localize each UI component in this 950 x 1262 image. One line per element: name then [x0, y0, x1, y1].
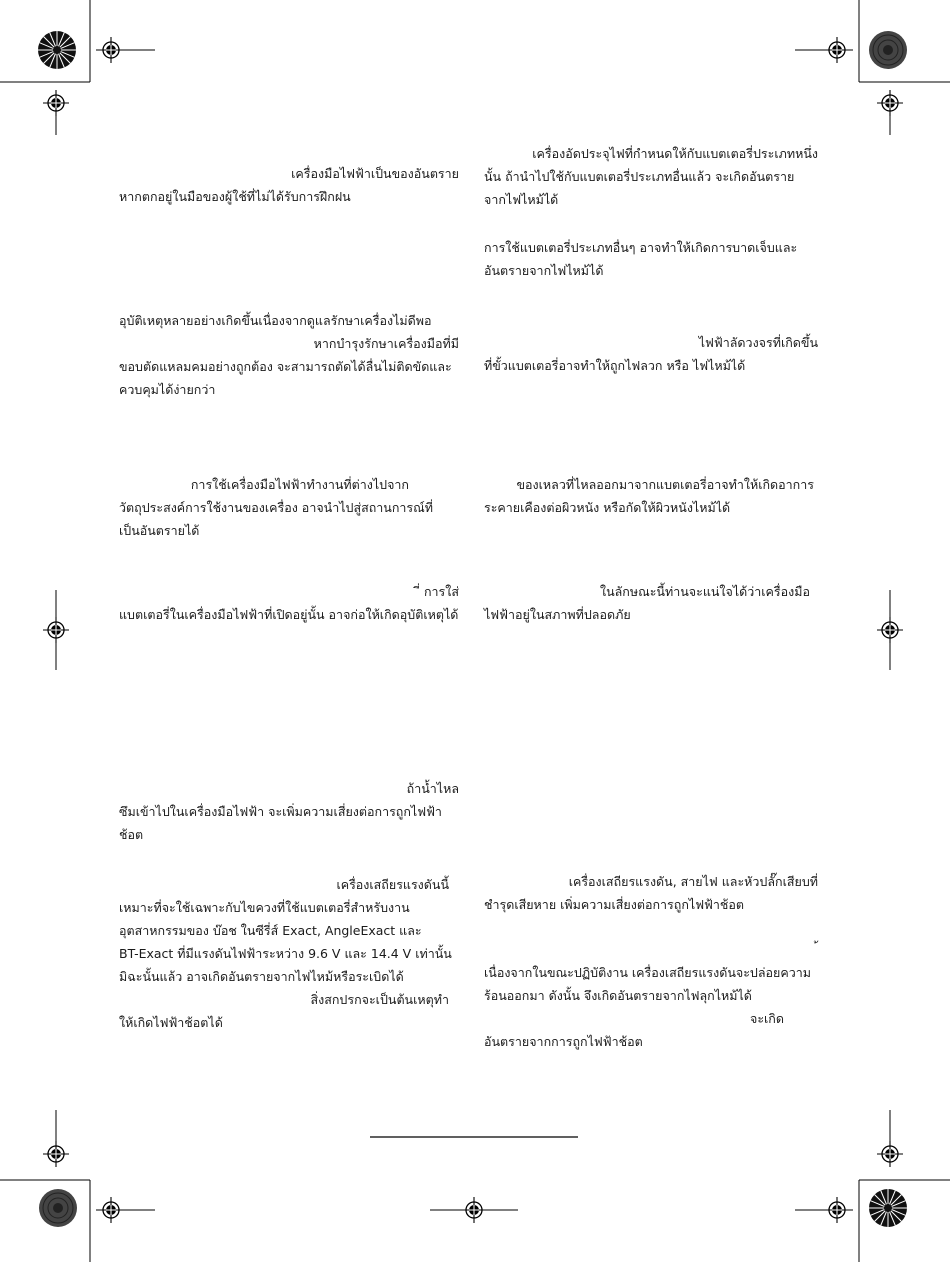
right-paragraph-4: ของเหลวที่ไหลออกมาจากแบตเตอรี่อาจทำให้เกิดอาการ ระคายเคืองต่อผิวหนัง หรือกัดให้ผิวหนังไหม้ได้ [484, 477, 814, 515]
right-paragraph-6: เครื่องเสถียรแรงดัน, สายไฟ และหัวปลั๊กเสียบที่ ชำรุดเสียหาย เพิ่มความเสี่ยงต่อการถูกไฟฟ้าช้อต [484, 874, 818, 912]
left-paragraph-6: เครื่องเสถียรแรงดันนี้ เหมาะที่จะใช้เฉพาะกับไขควงที่ใช้แบตเตอรี่สำหรับงาน อุตสาหกรรมของ บ๊อช ในซีรี่ส์ Exact, AngleExact และ BT-Exact ที่มีแรงดันไฟฟ้าระหว่าง 9.6 V และ 14.4 V เท่านั้น มิฉะนั้นแล้ว อาจเกิดอันตรายจากไฟไหม้หรือระเบิดได้ สิ่งสกปรกจะเป็นต้นเหตุทำ ให้เกิดไฟฟ้าช้อตได้ [119, 877, 452, 1030]
right-paragraph-5: ในลักษณะนี้ท่านจะแน่ใจได้ว่าเครื่องมือ ไฟฟ้าอยู่ในสภาพที่ปลอดภัย [484, 584, 810, 622]
right-paragraph-1: เครื่องอัดประจุไฟที่กำหนดให้กับแบตเตอรี่ประเภทหนึ่ง นั้น ถ้านำไปใช้กับแบตเตอรี่ประเภทอื่นแล้ว จะเกิดอันตราย จากไฟไหม้ได้ [484, 146, 818, 207]
right-paragraph-7: เนื่องจากในขณะปฏิบัติงาน เครื่องเสถียรแรงดันจะปล่อยความ ร้อนออกมา ดังนั้น จึงเกิดอันตรายจากไฟลุกไหม้ได้ จะเกิด อันตรายจากการถูกไฟฟ้าช้อต [484, 965, 811, 1049]
left-paragraph-3: การใช้เครื่องมือไฟฟ้าทำงานที่ต่างไปจาก วัตถุประสงค์การใช้งานของเครื่อง อาจนำไปสู่สถานการณ์ที่ เป็นอันตรายได้ [119, 477, 433, 538]
left-paragraph-2: อุบัติเหตุหลายอย่างเกิดขึ้นเนื่องจากดูแลรักษาเครื่องไม่ดีพอ หากบำรุงรักษาเครื่องมือที่มี ขอบตัดแหลมคมอย่างถูกต้อง จะสามารถตัดได้ลื่นไม่ติดขัดและ ควบคุมได้ง่ายกว่า [119, 313, 459, 397]
left-paragraph-5: ถ้าน้ำไหล ซึมเข้าไปในเครื่องมือไฟฟ้า จะเพิ่มความเสี่ยงต่อการถูกไฟฟ้า ช้อต [119, 781, 459, 842]
right-paragraph-3: ไฟฟ้าลัดวงจรที่เกิดขึ้น ที่ขั้วแบตเตอรี่อาจทำให้ถูกไฟลวก หรือ ไฟไหม้ได้ [484, 335, 818, 373]
left-paragraph-4: ี่ การใส่ แบตเตอรี่ในเครื่องมือไฟฟ้าที่เปิดอยู่นั้น อาจก่อให้เกิดอุบัติเหตุได้ [119, 584, 459, 622]
right-paragraph-2: การใช้แบตเตอรี่ประเภทอื่นๆ อาจทำให้เกิดการบาดเจ็บและ อันตรายจากไฟไหม้ได้ [484, 240, 798, 278]
left-paragraph-1: เครื่องมือไฟฟ้าเป็นของอันตราย หากตกอยู่ในมือของผู้ใช้ที่ไม่ได้รับการฝึกฝน [119, 166, 459, 204]
